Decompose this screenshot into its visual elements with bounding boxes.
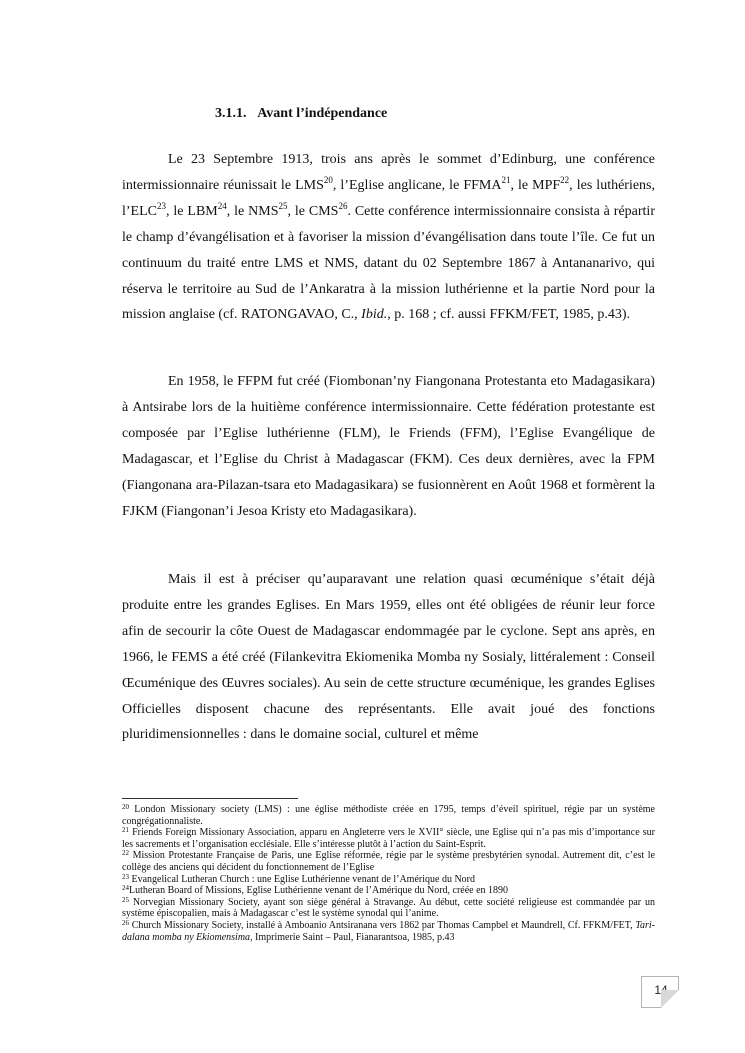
footnote-ref-24[interactable]: 24 — [217, 200, 227, 211]
folded-corner — [661, 990, 679, 1008]
text-run: , le NMS — [226, 203, 279, 219]
text-run: . Cette conférence intermissionnaire consista à répartir le champ d’évangélisation et à favoriser la mission d’évangélisation dans toute l’île. Ce fut un continuum du traité entre LMS et NMS, datant du 02 Septembre 1867 à Antananarivo, qui réserva le territoire au Sud de l’Ankaratra à la mission luthérienne et la partie Nord pour la mission anglaise (cf. RATONGAVAO, C., — [122, 203, 655, 323]
footnote-number: 21 — [122, 826, 129, 835]
footnote-24 — [122, 885, 655, 897]
footnotes — [122, 804, 655, 943]
footnote-25 — [122, 897, 655, 920]
footnote-text: Norvegian Missionary Society, ayant son siège général à Stravange. Au début, cette société religieuse est commandée par un système épiscopalien, mais à Madagascar c’est le système synodal qui l’anime. — [122, 896, 655, 920]
footnote-text: Friends Foreign Missionary Association, apparu en Angleterre vers le XVII° siècle, une Eglise qui n’a pas mis d’importance sur les sacrements et l’organisation ecclésiale. Elle s’intéresse plutôt à l’action du Saint-Esprit. — [122, 827, 655, 850]
footnote-number: 24 — [122, 884, 129, 893]
page-number-box — [641, 976, 679, 1008]
text-run: , le MPF — [510, 177, 561, 193]
footnote-20 — [122, 804, 655, 827]
footnote-text: London Missionary society (LMS) : une église méthodiste créée en 1795, temps d’éveil spirituel, régie par un système congrégationnaliste. — [122, 804, 655, 827]
footnote-ref-26[interactable]: 26 — [338, 200, 348, 211]
footnote-text: Evangelical Lutheran Church : une Eglise Luthérienne venant de l’Amérique du Nord — [129, 873, 475, 885]
footnote-ref-25[interactable]: 25 — [278, 200, 288, 211]
footnote-text: Mission Protestante Française de Paris, une Eglise réformée, régie par le système presbytérien synodal. Autrement dit, c’est le collège des anciens qui décident du fonctionnement de l’Eglise — [122, 850, 655, 873]
page-number: 14 — [654, 983, 668, 997]
footnote-ref-22[interactable]: 22 — [560, 174, 570, 185]
footnote-26 — [122, 920, 655, 943]
footnote-23 — [122, 874, 655, 886]
text-run: , le LBM — [166, 203, 218, 219]
footnote-number: 23 — [122, 872, 129, 881]
footnote-number: 25 — [122, 895, 129, 904]
ibid-citation: Ibid. — [361, 307, 388, 323]
text-run: , p. 168 ; cf. aussi FFKM/FET, 1985, p.43). — [387, 307, 631, 323]
footnote-text: Lutheran Board of Missions, Eglise Luthérienne venant de l’Amérique du Nord, créée en 1890 — [129, 885, 509, 897]
footnote-number: 22 — [122, 849, 129, 858]
footnote-ref-21[interactable]: 21 — [501, 174, 511, 185]
book-title: Tari-dalana momba ny Ekiomensima, — [122, 919, 655, 943]
section-heading — [215, 106, 387, 122]
paragraph-1 — [122, 147, 655, 328]
footnote-text: Imprimerie Saint – Paul, Fianarantsoa, 1985, p.43 — [252, 931, 455, 943]
section-number: 3.1.1. — [215, 106, 247, 121]
text-run: , l’Eglise anglicane, le FFMA — [332, 177, 502, 193]
footnote-number: 20 — [122, 803, 129, 811]
section-title: Avant l’indépendance — [257, 106, 388, 121]
footnote-22 — [122, 850, 655, 873]
footnote-ref-20[interactable]: 20 — [323, 174, 333, 185]
paragraph-2 — [122, 369, 655, 524]
paragraph-3-text: Mais il est à préciser qu’auparavant une relation quasi œcuménique s’était déjà produite entre les grandes Eglises. En Mars 1959, elles ont été obligées de réunir leur force afin de secourir la côte Ouest de Madagascar endommagée par le cyclone. Sept ans après, en 1966, le FEMS a été créé (Filankevitra Ekiomenika Momba ny Sosialy, littéralement : Conseil Œcuménique des Œuvres sociales). Au sein de cette structure œcuménique, les grandes Eglises Officielles disposent chacune des représentants. Elle avait joué des fonctions pluridimensionnelles : dans le domaine social, culturel et même — [122, 572, 655, 743]
text-run: Le 23 Septembre 1913, trois ans après le sommet d’Edinburg, une conférence intermissionnaire réunissait le LMS — [122, 152, 655, 193]
footnote-number: 26 — [122, 918, 129, 927]
footnote-separator — [122, 798, 298, 799]
footnote-text: Church Missionary Society, installé à Amboanio Antsiranana vers 1862 par Thomas Campbel et Maundrell, Cf. FFKM/FET, — [129, 919, 636, 931]
footnote-ref-23[interactable]: 23 — [157, 200, 166, 211]
text-run: , les luthériens, l’ELC — [122, 177, 656, 219]
footnote-21 — [122, 827, 655, 850]
paragraph-2-text: En 1958, le FFPM fut créé (Fiombonan’ny Fiangonana Protestanta eto Madagasikara) à Antsirabe lors de la huitième conférence intermissionnaire. Cette fédération protestante est composée par l’Eglise luthérienne (FLM), le Friends (FFM), l’Eglise Evangélique de Madagascar, et l’Eglise du Christ à Madagascar (FKM). Ces deux dernières, avec la FPM (Fiangonana ara-Pilazan-tsara eto Madagasikara) se fusionnèrent en Août 1968 et formèrent la FJKM (Fiangonan’i Jesoa Kristy eto Madagasikara). — [122, 374, 655, 519]
paragraph-3 — [122, 567, 655, 748]
text-run: , le CMS — [287, 203, 339, 219]
